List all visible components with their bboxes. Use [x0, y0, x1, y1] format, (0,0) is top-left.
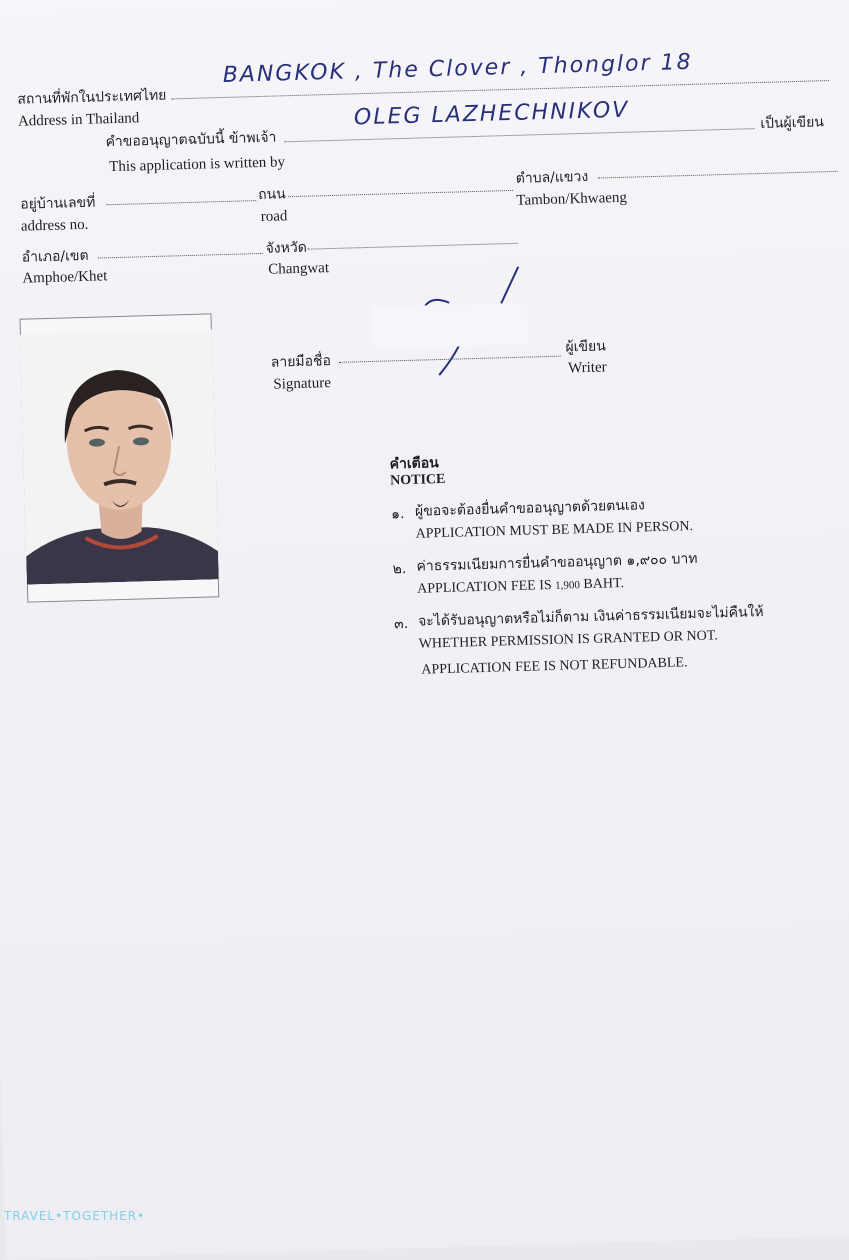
signature-thai: ลายมือชื่อ — [270, 353, 332, 371]
address-thai-label: สถานที่พักในประเทศไทย — [17, 87, 167, 108]
road-line — [288, 190, 513, 197]
signature-en: Signature — [273, 375, 332, 393]
notice-3-num: ๓. — [393, 616, 409, 633]
written-by-value: OLEG LAZHECHNIKOV — [353, 97, 630, 131]
notice-3-thai: จะได้รับอนุญาตหรือไม่ก็ตาม เงินค่าธรรมเนียมจะไม่คืนให้ — [417, 604, 764, 630]
notice-3-en2: APPLICATION FEE IS NOT REFUNDABLE. — [421, 655, 688, 678]
tambon-en: Tambon/Khwaeng — [516, 189, 628, 209]
amphoe-line — [98, 253, 263, 259]
notice-2-num: ๒. — [392, 561, 407, 578]
applicant-portrait — [20, 329, 219, 584]
amphoe-thai: อำเภอ/เขต — [21, 247, 89, 266]
notice-title-thai: คำเตือน — [389, 455, 439, 473]
notice-2-thai: ค่าธรรมเนียมการยื่นคำขออนุญาต ๑,๙๐๐ บาท — [416, 550, 698, 575]
tambon-thai: ตำบล/แขวง — [515, 168, 589, 187]
notice-1-en: APPLICATION MUST BE MADE IN PERSON. — [415, 519, 694, 542]
signature-redaction — [372, 303, 528, 349]
written-by-en-label: This application is written by — [109, 154, 286, 176]
road-thai: ถนน — [257, 186, 286, 204]
changwat-line — [308, 243, 518, 250]
address-no-line — [106, 200, 256, 205]
notice-1-thai: ผู้ขอจะต้องยื่นคำขออนุญาตด้วยตนเอง — [414, 497, 646, 520]
amphoe-en: Amphoe/Khet — [22, 268, 108, 287]
writer-suffix-label: เป็นผู้เขียน — [760, 114, 825, 132]
address-value: BANGKOK , The Clover , Thonglor 18 — [222, 49, 693, 88]
notice-3-en: WHETHER PERMISSION IS GRANTED OR NOT. — [418, 628, 719, 652]
writer-en: Writer — [567, 359, 607, 377]
changwat-en: Changwat — [267, 260, 330, 278]
notice-title-en: NOTICE — [389, 471, 446, 489]
notice-2-en: APPLICATION FEE IS 1,900 BAHT. — [416, 575, 625, 597]
writer-thai: ผู้เขียน — [565, 338, 607, 356]
changwat-thai: จังหวัด — [265, 239, 308, 257]
written-by-thai-label: คำขออนุญาตฉบับนี้ ข้าพเจ้า — [105, 129, 277, 151]
address-no-en: address no. — [20, 216, 89, 235]
notice-1-num: ๑. — [390, 506, 405, 523]
watermark: TRAVEL•TOGETHER• — [4, 1209, 146, 1223]
applicant-photo — [20, 329, 219, 584]
road-en: road — [260, 208, 288, 225]
tambon-line — [598, 171, 838, 179]
address-no-thai: อยู่บ้านเลขที่ — [20, 194, 96, 213]
address-en-label: Address in Thailand — [17, 110, 140, 130]
